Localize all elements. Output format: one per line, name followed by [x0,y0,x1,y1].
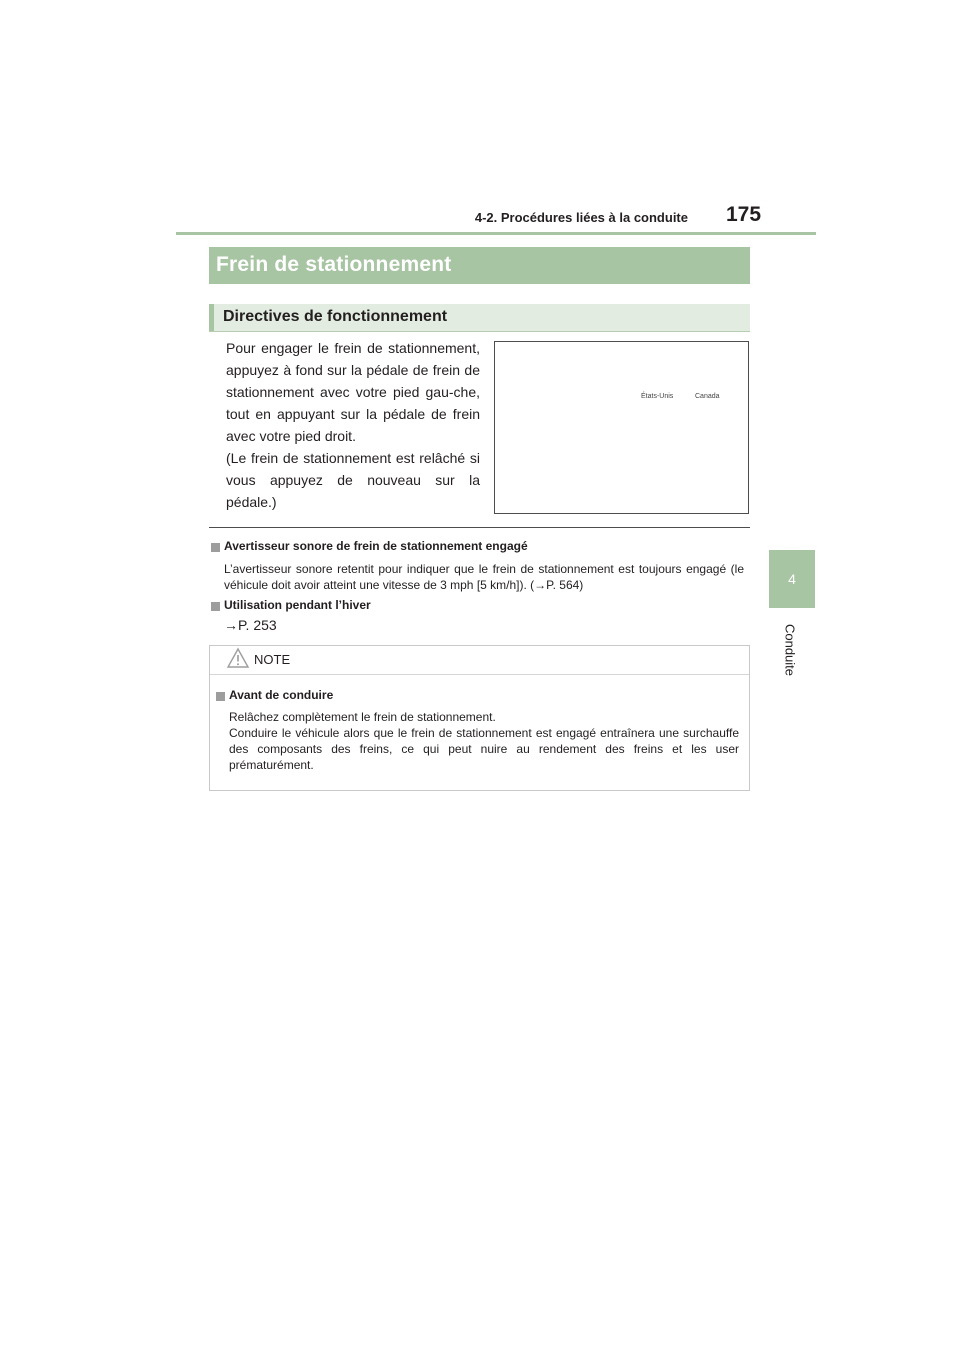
note-text-2: →P. 253 [224,617,277,633]
header-section-title: 4-2. Procédures liées à la conduite [474,210,688,225]
caution-line-2: Conduire le véhicule alors que le frein de stationnement est engagé entraînera une surchauffe des composants des freins, ce qui peut nuire au rendement des freins et les user prématurément. [229,726,739,772]
section-heading [209,247,750,284]
caution-title: Avant de conduire [229,688,334,702]
chapter-label [770,620,810,680]
caution-header-rule [210,674,749,675]
page-number: 175 [726,203,762,226]
bullet-square-icon [216,692,225,701]
figure-label-usa: États-Unis [641,393,674,400]
header-rule [176,232,816,235]
figure-label-canada: Canada [695,393,720,400]
note-title-2: Utilisation pendant l’hiver [224,598,371,612]
body-paragraph-1: Pour engager le frein de stationnement, appuyez à fond sur la pédale de frein de stationnement avec votre pied gau-che, tout en appuyant sur la pédale de frein avec votre pied droit. [226,340,480,444]
bullet-square-icon [211,602,220,611]
body-paragraph-2: (Le frein de stationnement est relâché si vous appuyez de nouveau sur la pédale.) [226,450,480,510]
chapter-label-text: Conduite [782,623,798,677]
note-title-1: Avertisseur sonore de frein de stationnement engagé [224,539,528,553]
illustration-frame [494,341,749,514]
bullet-square-icon [211,543,220,552]
chapter-tab [769,550,815,608]
section-divider [209,527,750,528]
note-text-1: L’avertisseur sonore retentit pour indiquer que le frein de stationnement est toujours engagé (le véhicule doit avoir atteint une vitesse de 3 mph [5 km/h]). (→P. 564) [224,562,744,592]
warning-triangle-icon [226,647,250,669]
subsection-accent [209,304,214,331]
body-text [226,337,480,513]
chapter-number: 4 [788,571,796,587]
caution-label: NOTE [254,652,291,667]
subsection-title: Directives de fonctionnement [223,308,448,325]
caution-line-1: Relâchez complètement le frein de stationnement. [229,710,496,724]
subsection-heading [209,304,750,332]
section-title: Frein de stationnement [216,253,452,276]
